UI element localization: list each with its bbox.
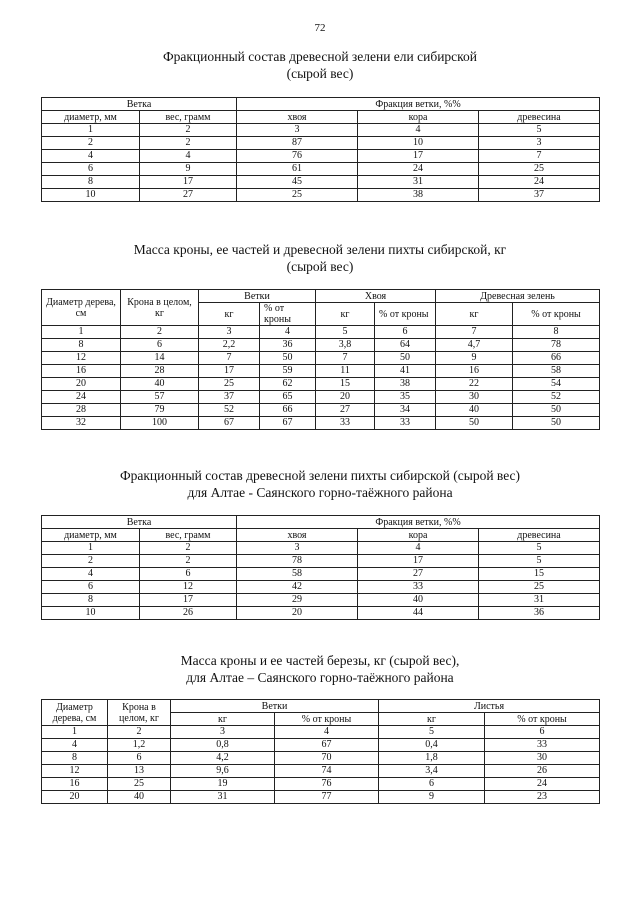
table-cell: 31 xyxy=(479,594,600,607)
table-row xyxy=(42,378,600,391)
group-header-row xyxy=(42,700,600,713)
table-cell: 7 xyxy=(479,150,600,163)
group-header-row xyxy=(42,98,600,111)
table-cell: 7 xyxy=(199,352,260,365)
table-cell: 12 xyxy=(42,765,108,778)
column-header: кг xyxy=(171,713,275,726)
table-cell: 57 xyxy=(121,391,199,404)
table-row xyxy=(42,417,600,430)
column-header-row xyxy=(42,111,600,124)
table-cell: 6 xyxy=(485,726,600,739)
table-cell: 27 xyxy=(358,568,479,581)
column-header: % от кроны xyxy=(260,303,316,326)
table-cell: 37 xyxy=(479,189,600,202)
group-header: Ветки xyxy=(199,290,316,303)
page-number: 72 xyxy=(314,22,326,34)
title-line: для Алтае - Саянского горно-таёжного района xyxy=(187,485,453,500)
title-line: Масса кроны, ее частей и древесной зелени пихты сибирской, кг xyxy=(133,242,507,257)
table-cell: 9 xyxy=(140,163,237,176)
table-cell: 41 xyxy=(375,365,436,378)
group-header-row xyxy=(42,516,600,529)
table-row xyxy=(42,163,600,176)
table-cell: 14 xyxy=(121,352,199,365)
table-cell: 66 xyxy=(513,352,600,365)
table-cell: 58 xyxy=(237,568,358,581)
table-row xyxy=(42,778,600,791)
group-header: Ветка xyxy=(42,516,237,529)
table-cell: 4 xyxy=(42,739,108,752)
table-cell: 8 xyxy=(513,326,600,339)
column-header: древесина xyxy=(479,111,600,124)
table-cell: 7 xyxy=(436,326,513,339)
table-cell: 30 xyxy=(436,391,513,404)
table-cell: 19 xyxy=(171,778,275,791)
table-cell: 31 xyxy=(171,791,275,804)
table-cell: 17 xyxy=(140,176,237,189)
table-cell: 52 xyxy=(199,404,260,417)
table-cell: 40 xyxy=(436,404,513,417)
table-cell: 36 xyxy=(260,339,316,352)
table-cell: 6 xyxy=(42,581,140,594)
table1 xyxy=(41,97,600,202)
table-cell: 5 xyxy=(379,726,485,739)
table-cell: 42 xyxy=(237,581,358,594)
table-cell: 52 xyxy=(513,391,600,404)
column-header: % от кроны xyxy=(485,713,600,726)
table-row xyxy=(42,542,600,555)
table-cell: 67 xyxy=(260,417,316,430)
table-cell: 40 xyxy=(358,594,479,607)
table-cell: 78 xyxy=(237,555,358,568)
table-row xyxy=(42,555,600,568)
table-cell: 6 xyxy=(108,752,171,765)
table-row xyxy=(42,339,600,352)
table-cell: 1 xyxy=(42,124,140,137)
table-cell: 33 xyxy=(375,417,436,430)
table-cell: 8 xyxy=(42,176,140,189)
column-header: кг xyxy=(316,303,375,326)
table-cell: 4,2 xyxy=(171,752,275,765)
table-cell: 17 xyxy=(199,365,260,378)
table-row xyxy=(42,137,600,150)
table-cell: 3,4 xyxy=(379,765,485,778)
table-row xyxy=(42,326,600,339)
table-cell: 8 xyxy=(42,339,121,352)
table-cell: 33 xyxy=(358,581,479,594)
title-line: Фракционный состав древесной зелени пихты сибирской (сырой вес) xyxy=(119,468,521,483)
table-cell: 76 xyxy=(275,778,379,791)
table-cell: 76 xyxy=(237,150,358,163)
group-header: Фракция ветки, %% xyxy=(237,98,600,111)
table-cell: 0,4 xyxy=(379,739,485,752)
table-cell: 10 xyxy=(358,137,479,150)
table-cell: 87 xyxy=(237,137,358,150)
table-cell: 16 xyxy=(42,365,121,378)
row-header: Крона в целом, кг xyxy=(108,700,171,726)
table4 xyxy=(41,699,600,804)
table-row xyxy=(42,391,600,404)
table-cell: 1,2 xyxy=(108,739,171,752)
table-cell: 70 xyxy=(275,752,379,765)
table-cell: 2 xyxy=(42,137,140,150)
table-cell: 2 xyxy=(140,542,237,555)
table-cell: 50 xyxy=(436,417,513,430)
table-cell: 3 xyxy=(237,124,358,137)
table-cell: 34 xyxy=(375,404,436,417)
column-header: хвоя xyxy=(237,111,358,124)
table-cell: 8 xyxy=(42,594,140,607)
table-cell: 5 xyxy=(479,124,600,137)
group-header: Ветки xyxy=(171,700,379,713)
title-line: для Алтае – Саянского горно-таёжного района xyxy=(186,670,454,685)
column-header: вес, грамм xyxy=(140,111,237,124)
table-row xyxy=(42,150,600,163)
table-row xyxy=(42,568,600,581)
table-cell: 25 xyxy=(199,378,260,391)
group-header: Листья xyxy=(379,700,600,713)
table-cell: 1,8 xyxy=(379,752,485,765)
table3-title xyxy=(0,467,640,501)
table-cell: 67 xyxy=(275,739,379,752)
table-cell: 23 xyxy=(485,791,600,804)
table-cell: 33 xyxy=(316,417,375,430)
table-cell: 22 xyxy=(436,378,513,391)
table-cell: 3 xyxy=(171,726,275,739)
table-row xyxy=(42,739,600,752)
table-cell: 40 xyxy=(121,378,199,391)
table-cell: 25 xyxy=(479,581,600,594)
table-row xyxy=(42,365,600,378)
table-cell: 4 xyxy=(260,326,316,339)
table-cell: 37 xyxy=(199,391,260,404)
table-row xyxy=(42,404,600,417)
table-row xyxy=(42,607,600,620)
table-cell: 50 xyxy=(513,417,600,430)
table-cell: 1 xyxy=(42,326,121,339)
row-header: Диаметр дерева, см xyxy=(42,700,108,726)
table-cell: 2 xyxy=(121,326,199,339)
table-cell: 50 xyxy=(513,404,600,417)
group-header: Фракция ветки, %% xyxy=(237,516,600,529)
table-cell: 61 xyxy=(237,163,358,176)
table-cell: 36 xyxy=(479,607,600,620)
table-cell: 4 xyxy=(140,150,237,163)
table-cell: 3 xyxy=(199,326,260,339)
table4-title xyxy=(0,652,640,686)
table-cell: 12 xyxy=(42,352,121,365)
table-cell: 4 xyxy=(42,568,140,581)
table-cell: 17 xyxy=(358,555,479,568)
table-cell: 50 xyxy=(260,352,316,365)
table-cell: 27 xyxy=(140,189,237,202)
table-row xyxy=(42,189,600,202)
column-header: кг xyxy=(379,713,485,726)
column-header: диаметр, мм xyxy=(42,529,140,542)
table-cell: 77 xyxy=(275,791,379,804)
table-cell: 6 xyxy=(42,163,140,176)
column-header: кг xyxy=(436,303,513,326)
column-header: хвоя xyxy=(237,529,358,542)
column-header: диаметр, мм xyxy=(42,111,140,124)
table-cell: 33 xyxy=(485,739,600,752)
table-cell: 26 xyxy=(485,765,600,778)
column-header: % от кроны xyxy=(513,303,600,326)
row-header: Диаметр дерева, см xyxy=(42,290,121,326)
table-cell: 20 xyxy=(42,378,121,391)
table-cell: 3 xyxy=(479,137,600,150)
table-cell: 11 xyxy=(316,365,375,378)
table-cell: 5 xyxy=(479,555,600,568)
table-cell: 6 xyxy=(121,339,199,352)
table-cell: 17 xyxy=(140,594,237,607)
table-cell: 44 xyxy=(358,607,479,620)
table-cell: 25 xyxy=(108,778,171,791)
table-cell: 12 xyxy=(140,581,237,594)
table-cell: 15 xyxy=(316,378,375,391)
table1-title xyxy=(0,48,640,82)
table-cell: 1 xyxy=(42,726,108,739)
table-cell: 31 xyxy=(358,176,479,189)
table-cell: 3 xyxy=(237,542,358,555)
table-cell: 10 xyxy=(42,607,140,620)
table-cell: 6 xyxy=(379,778,485,791)
table-cell: 3,8 xyxy=(316,339,375,352)
table3 xyxy=(41,515,600,620)
table-cell: 9 xyxy=(379,791,485,804)
table-row xyxy=(42,791,600,804)
table-cell: 79 xyxy=(121,404,199,417)
table-cell: 28 xyxy=(42,404,121,417)
table-cell: 26 xyxy=(140,607,237,620)
table-cell: 2 xyxy=(140,124,237,137)
table-row xyxy=(42,581,600,594)
table-cell: 74 xyxy=(275,765,379,778)
table-cell: 20 xyxy=(42,791,108,804)
table-cell: 78 xyxy=(513,339,600,352)
table-cell: 4 xyxy=(42,150,140,163)
table-cell: 35 xyxy=(375,391,436,404)
table2 xyxy=(41,289,600,430)
table-cell: 0,8 xyxy=(171,739,275,752)
table-cell: 24 xyxy=(358,163,479,176)
table-cell: 24 xyxy=(479,176,600,189)
table-cell: 13 xyxy=(108,765,171,778)
title-line: (сырой вес) xyxy=(286,66,354,81)
table2-title xyxy=(0,241,640,275)
title-line: (сырой вес) xyxy=(286,259,354,274)
column-header: % от кроны xyxy=(275,713,379,726)
table-cell: 27 xyxy=(316,404,375,417)
table-cell: 4 xyxy=(358,542,479,555)
table-cell: 32 xyxy=(42,417,121,430)
title-line: Масса кроны и ее частей березы, кг (сырой вес), xyxy=(180,653,460,668)
table-cell: 9 xyxy=(436,352,513,365)
table-cell: 8 xyxy=(42,752,108,765)
table-cell: 15 xyxy=(479,568,600,581)
table-cell: 29 xyxy=(237,594,358,607)
table-cell: 17 xyxy=(358,150,479,163)
table-cell: 45 xyxy=(237,176,358,189)
column-header: кг xyxy=(199,303,260,326)
table-cell: 58 xyxy=(513,365,600,378)
table-cell: 9,6 xyxy=(171,765,275,778)
table-cell: 25 xyxy=(237,189,358,202)
group-header: Хвоя xyxy=(316,290,436,303)
column-header: кора xyxy=(358,529,479,542)
table-row xyxy=(42,124,600,137)
title-line: Фракционный состав древесной зелени ели сибирской xyxy=(162,49,478,64)
table-cell: 16 xyxy=(436,365,513,378)
table-cell: 6 xyxy=(140,568,237,581)
table-cell: 28 xyxy=(121,365,199,378)
group-header: Древесная зелень xyxy=(436,290,600,303)
table-cell: 2 xyxy=(108,726,171,739)
table-row xyxy=(42,752,600,765)
table-cell: 10 xyxy=(42,189,140,202)
table-row xyxy=(42,352,600,365)
table-cell: 66 xyxy=(260,404,316,417)
column-header: вес, грамм xyxy=(140,529,237,542)
table-cell: 38 xyxy=(358,189,479,202)
table-cell: 2 xyxy=(140,555,237,568)
table-cell: 40 xyxy=(108,791,171,804)
table-cell: 4,7 xyxy=(436,339,513,352)
table-cell: 100 xyxy=(121,417,199,430)
table-cell: 2,2 xyxy=(199,339,260,352)
table-cell: 2 xyxy=(140,137,237,150)
column-header-row xyxy=(42,529,600,542)
table-cell: 38 xyxy=(375,378,436,391)
table-row xyxy=(42,176,600,189)
column-header: древесина xyxy=(479,529,600,542)
table-row xyxy=(42,594,600,607)
table-cell: 64 xyxy=(375,339,436,352)
group-header: Ветка xyxy=(42,98,237,111)
table-cell: 62 xyxy=(260,378,316,391)
table-cell: 65 xyxy=(260,391,316,404)
table-cell: 20 xyxy=(316,391,375,404)
table-cell: 5 xyxy=(316,326,375,339)
table-cell: 1 xyxy=(42,542,140,555)
column-header: кора xyxy=(358,111,479,124)
table-cell: 5 xyxy=(479,542,600,555)
table-cell: 67 xyxy=(199,417,260,430)
table-cell: 30 xyxy=(485,752,600,765)
table-cell: 4 xyxy=(358,124,479,137)
table-cell: 16 xyxy=(42,778,108,791)
table-cell: 2 xyxy=(42,555,140,568)
table-cell: 25 xyxy=(479,163,600,176)
table-cell: 59 xyxy=(260,365,316,378)
column-header: % от кроны xyxy=(375,303,436,326)
table-cell: 24 xyxy=(42,391,121,404)
table-cell: 20 xyxy=(237,607,358,620)
table-cell: 24 xyxy=(485,778,600,791)
table-cell: 50 xyxy=(375,352,436,365)
table-cell: 54 xyxy=(513,378,600,391)
table-cell: 4 xyxy=(275,726,379,739)
table-cell: 7 xyxy=(316,352,375,365)
table-row xyxy=(42,726,600,739)
table-row xyxy=(42,765,600,778)
table-cell: 6 xyxy=(375,326,436,339)
group-header-row xyxy=(42,290,600,303)
row-header: Крона в целом, кг xyxy=(121,290,199,326)
